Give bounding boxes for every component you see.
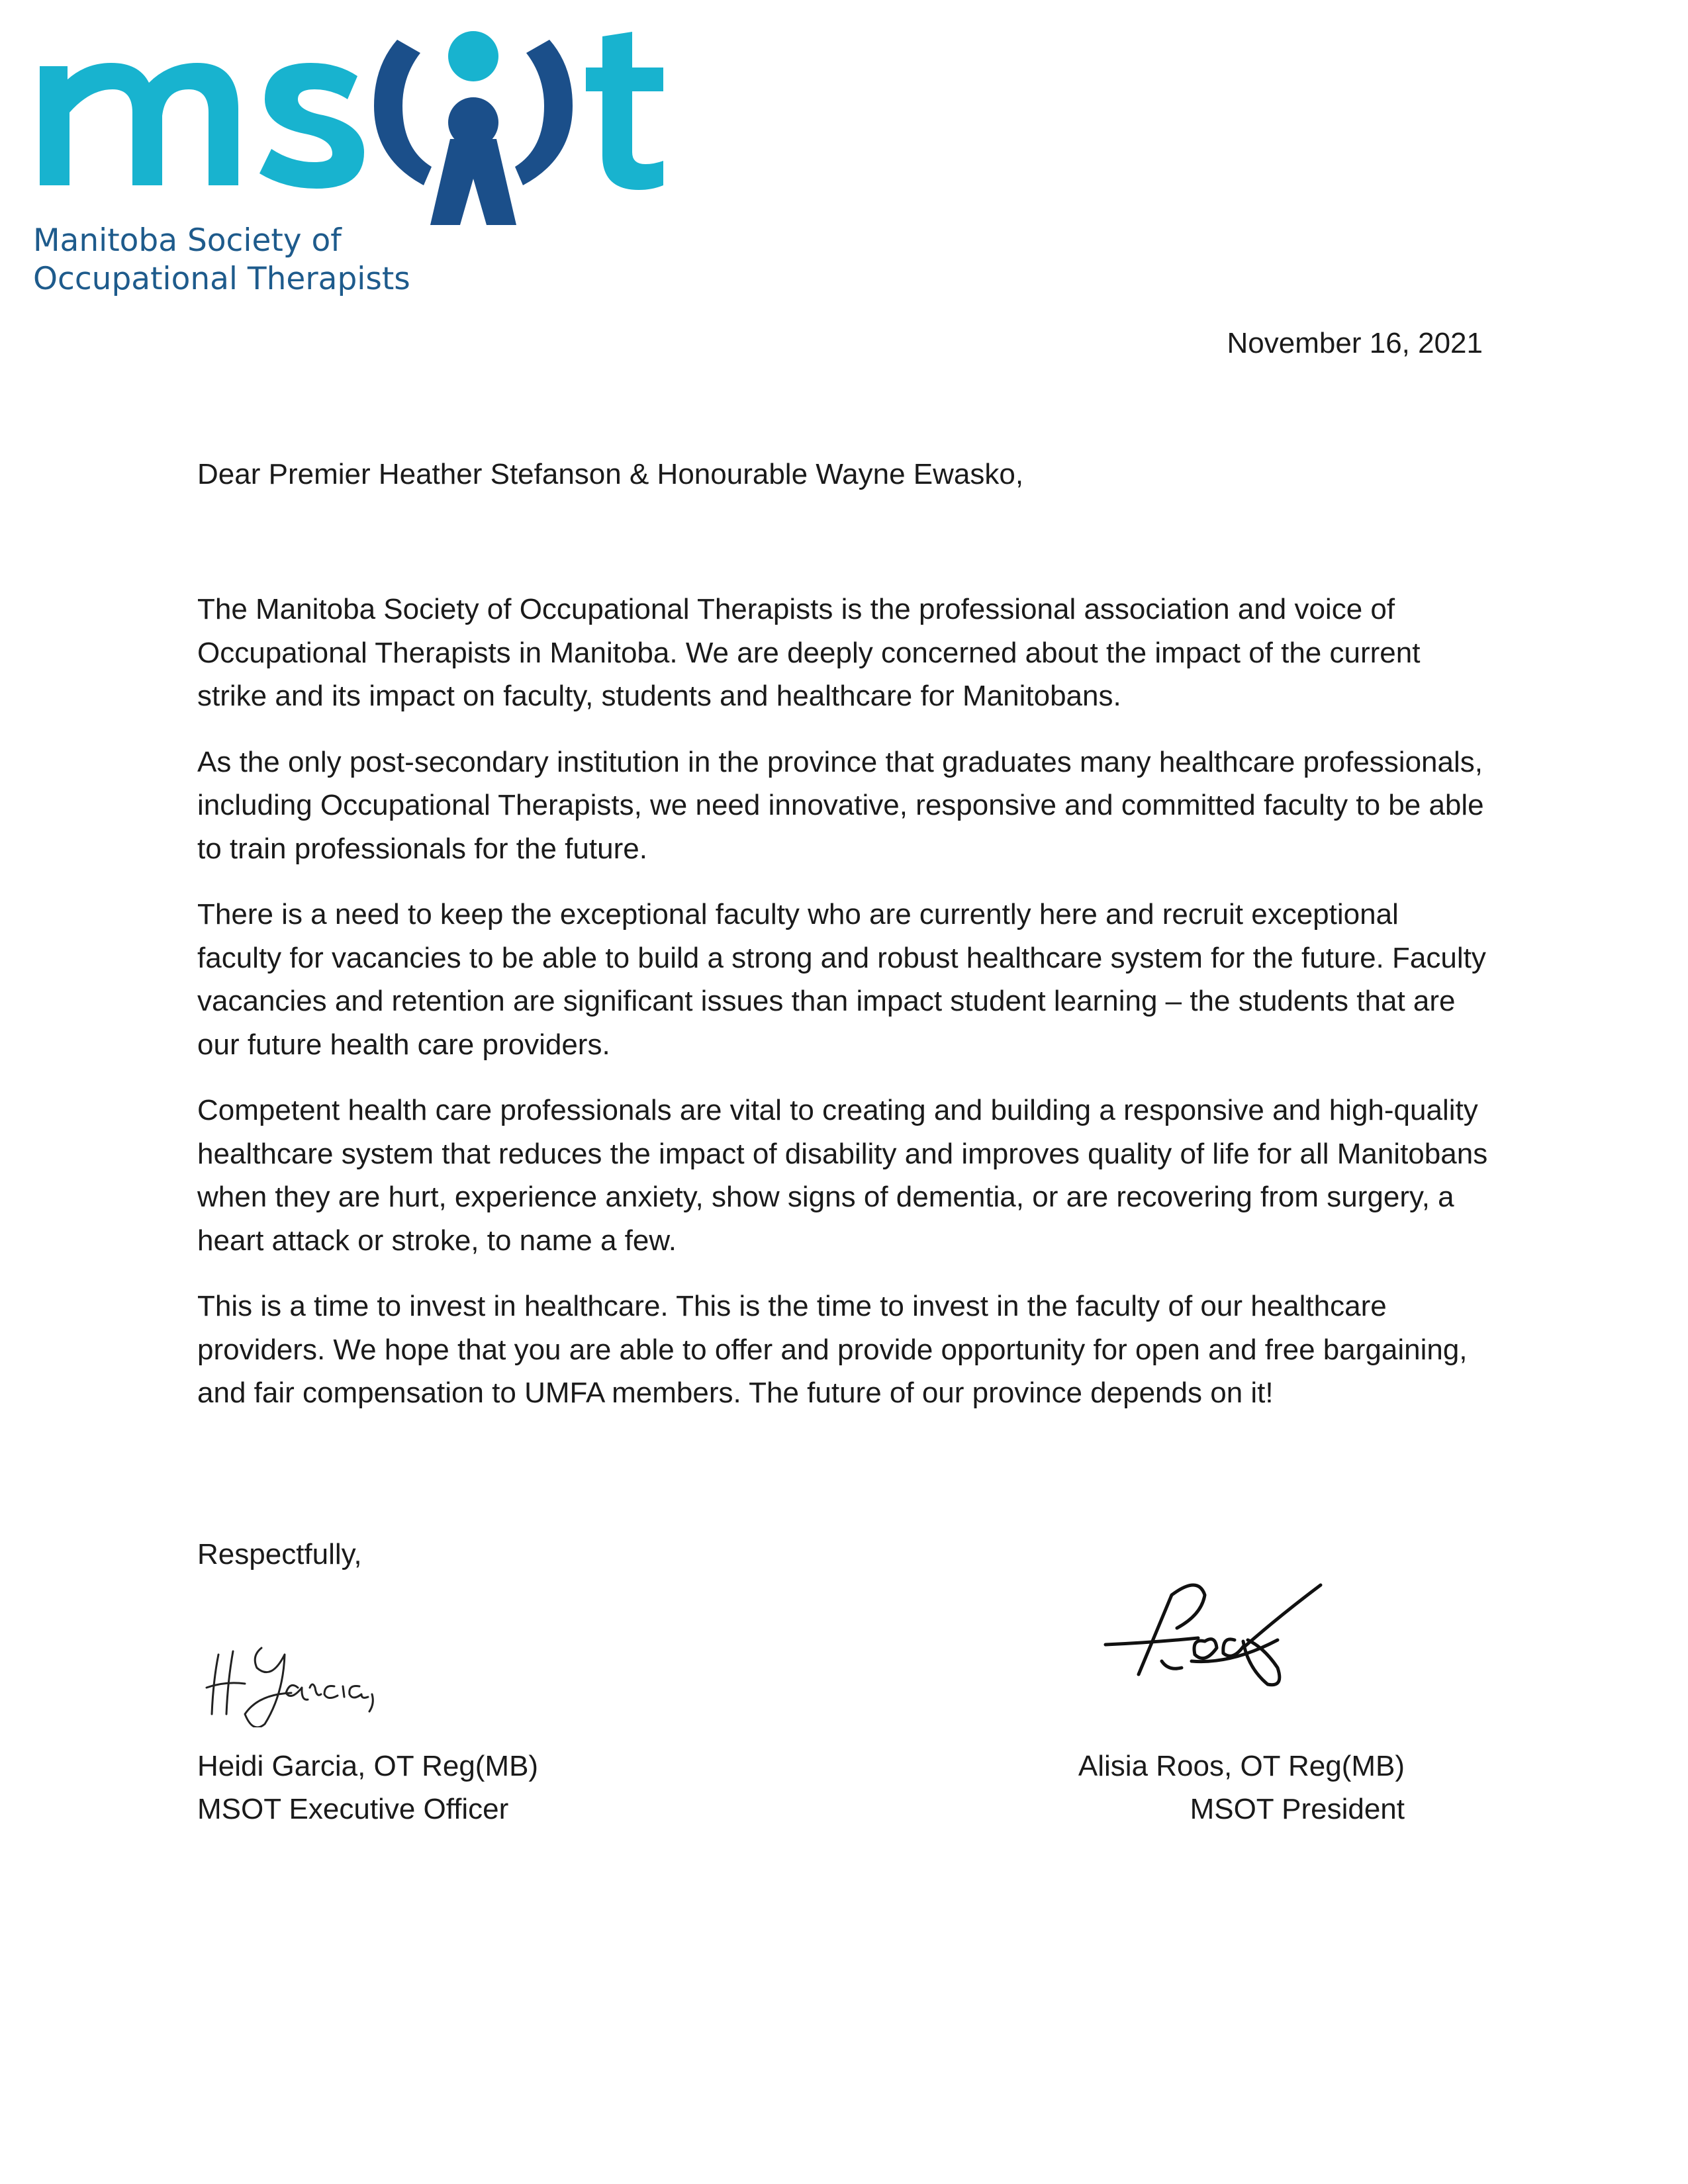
signer-garcia-name: Heidi Garcia, OT Reg(MB) xyxy=(197,1750,539,1782)
signer-garcia xyxy=(197,1745,538,1831)
body-paragraph-2: As the only post-secondary institution in the province that graduates many healthcare professionals, including Occupational Therapists, we need innovative, responsive and committed faculty to be able to train professionals for the future. xyxy=(197,745,1484,865)
msot-logo-mark xyxy=(26,26,675,225)
tagline-line-1: Manitoba Society of xyxy=(33,222,342,259)
body-paragraph-3: There is a need to keep the exceptional faculty who are currently here and recruit exceptional faculty for vacancies to be able to build a strong and robust healthcare system for the future. Faculty vacancies and retention are significant issues than impact student learning – the students that are our future health care providers. xyxy=(197,898,1486,1061)
signature-garcia xyxy=(199,1615,424,1727)
logo-tagline xyxy=(33,222,410,298)
salutation: Dear Premier Heather Stefanson & Honourable Wayne Ewasko, xyxy=(197,458,1024,490)
letter-body xyxy=(197,588,1488,1437)
signer-roos xyxy=(1078,1745,1405,1831)
letter-date: November 16, 2021 xyxy=(1227,327,1483,359)
tagline-line-2: Occupational Therapists xyxy=(33,261,410,297)
closing: Respectfully, xyxy=(197,1538,362,1570)
signature-roos xyxy=(1099,1569,1350,1694)
signer-garcia-title: MSOT Executive Officer xyxy=(197,1793,509,1825)
signer-roos-title: MSOT President xyxy=(1190,1793,1405,1825)
body-paragraph-4: Competent health care professionals are vital to creating and building a responsive and high-quality healthcare system that reduces the impact of disability and improves quality of life for all Manitobans when they are hurt, experience anxiety, show signs of dementia, or are recovering from surgery, a heart attack or stroke, to name a few. xyxy=(197,1094,1488,1257)
body-paragraph-5: This is a time to invest in healthcare. This is the time to invest in the faculty of our healthcare providers. We hope that you are able to offer and provide opportunity for open and free bargaining, and fair compensation to UMFA members. The future of our province depends on it! xyxy=(197,1290,1468,1409)
msot-logo xyxy=(26,26,675,304)
signer-roos-name: Alisia Roos, OT Reg(MB) xyxy=(1078,1750,1405,1782)
body-paragraph-1: The Manitoba Society of Occupational Therapists is the professional association and voice of Occupational Therapists in Manitoba. We are deeply concerned about the impact of the current strike and its impact on faculty, students and healthcare for Manitobans. xyxy=(197,593,1421,712)
